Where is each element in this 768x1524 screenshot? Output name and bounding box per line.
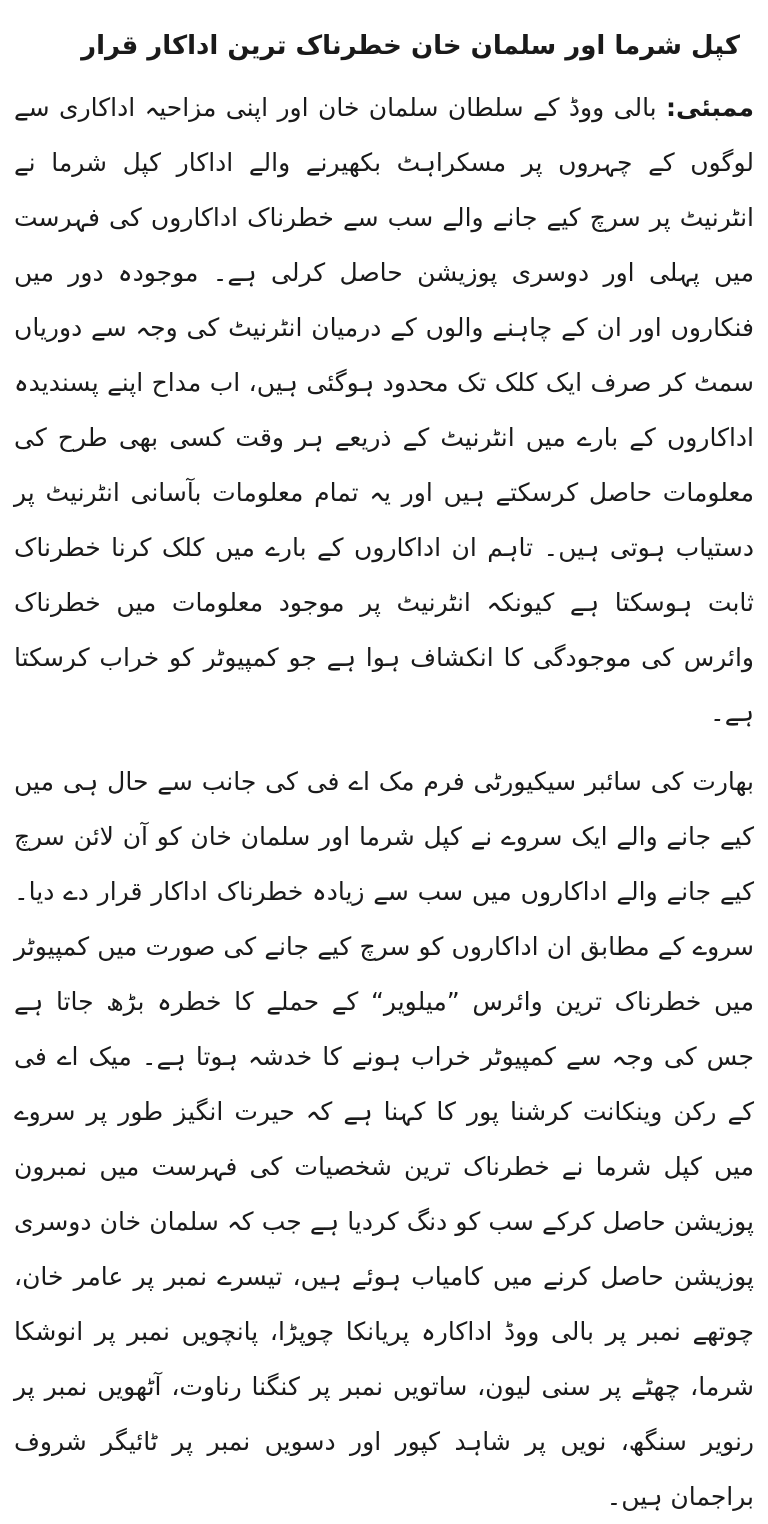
paragraph-1-text: بالی ووڈ کے سلطان سلمان خان اور اپنی مزاحیہ اداکاری سے لوگوں کے چہروں پر مسکراہٹ بکھیرنے والے اداکار کپل شرما نے انٹرنیٹ پر سرچ کیے جانے والے سب سے خطرناک اداکاروں کی فہرست میں پہلی اور دوسری پوزیشن حاصل کرلی ہے۔ موجودہ دور میں فنکاروں اور ان کے چاہنے والوں کے درمیان انٹرنیٹ کی وجہ سے دوریاں سمٹ کر صرف ایک کلک تک محدود ہوگئی ہیں، اب مداح اپنے پسندیدہ اداکاروں کے بارے میں انٹرنیٹ کے ذریعے ہر وقت کسی بھی طرح کی معلومات حاصل کرسکتے ہیں اور یہ تمام معلومات بآسانی انٹرنیٹ پر دستیاب ہوتی ہیں۔ تاہم ان اداکاروں کے بارے میں کلک کرنا خطرناک ثابت ہوسکتا ہے کیونکہ انٹرنیٹ پر موجود معلومات میں خطرناک وائرس کی موجودگی کا انکشاف ہوا ہے جو کمپیوٹر کو خراب کرسکتا ہے۔ <box>14 93 754 727</box>
headline: کپل شرما اور سلمان خان خطرناک ترین اداکار قرار <box>81 31 740 61</box>
article <box>14 22 754 1524</box>
paragraph-1 <box>14 80 754 740</box>
paragraph-2: بھارت کی سائبر سیکیورٹی فرم مک اے فی کی جانب سے حال ہی میں کیے جانے والے ایک سروے نے کپل شرما اور سلمان خان کو آن لائن سرچ کیے جانے والے اداکاروں میں سب سے زیادہ خطرناک اداکار قرار دے دیا۔ سروے کے مطابق ان اداکاروں کو سرچ کیے جانے کی صورت میں کمپیوٹر میں خطرناک ترین وائرس ”میلویر“ کے حملے کا خطرہ بڑھ جاتا ہے جس کی وجہ سے کمپیوٹر خراب ہونے کا خدشہ ہوتا ہے۔ میک اے فی کے رکن وینکانت کرشنا پور کا کہنا ہے کہ حیرت انگیز طور پر سروے میں کپل شرما نے خطرناک ترین شخصیات کی فہرست میں نمبرون پوزیشن حاصل کرکے سب کو دنگ کردیا ہے جب کہ سلمان خان دوسری پوزیشن حاصل کرنے میں کامیاب ہوئے ہیں، تیسرے نمبر پر عامر خان، چوتھے نمبر پر بالی ووڈ اداکارہ پریانکا چوپڑا، پانچویں نمبر پر انوشکا شرما، چھٹے پر سنی لیون، ساتویں نمبر پر کنگنا رناوت، آٹھویں نمبر پر رنویر سنگھ، نویں پر شاہد کپور اور دسویں نمبر پر ٹائیگر شروف براجمان ہیں۔ <box>14 767 754 1511</box>
dateline: ممبئی: <box>666 93 754 122</box>
